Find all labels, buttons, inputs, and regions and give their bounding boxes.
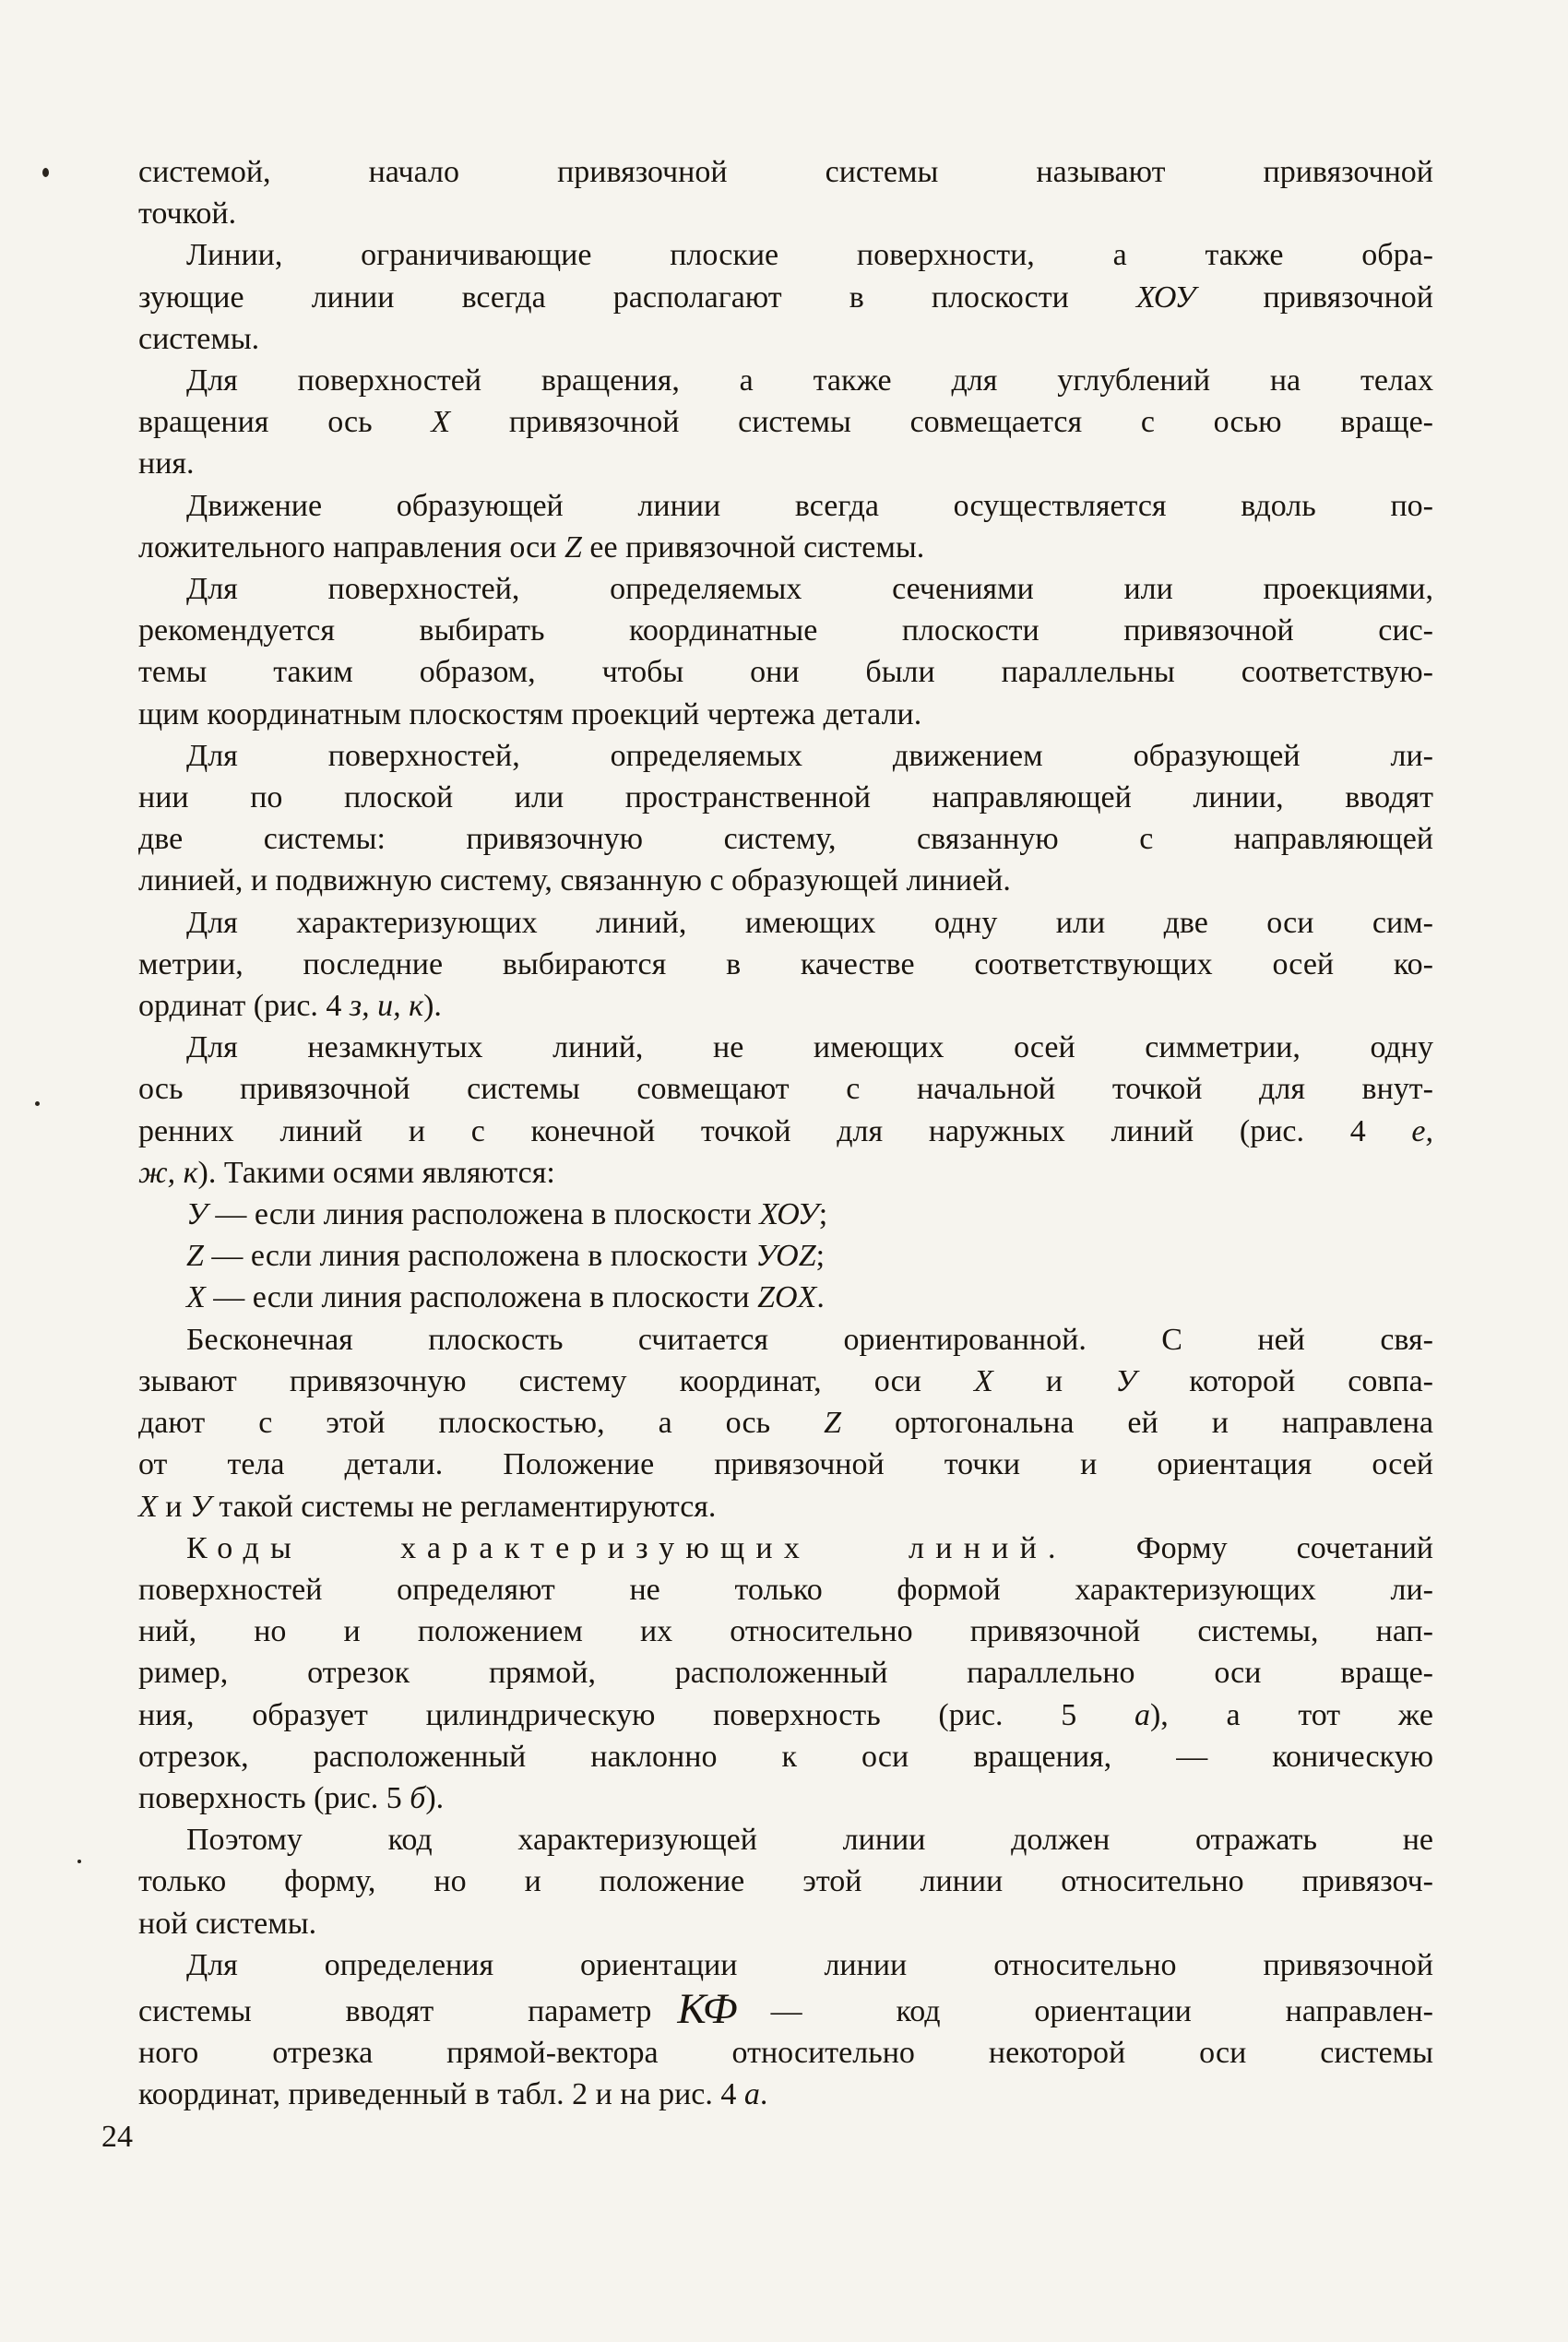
text-segment: Коды характеризующих линий. [186,1530,1067,1565]
text-segment: Z [824,1406,842,1441]
page-text [138,151,1433,2116]
text-segment: ; [815,1239,826,1274]
text-line [138,944,1433,985]
text-segment: ной системы. [138,1906,317,1941]
text-line [138,401,1433,443]
text-line [138,1486,1433,1528]
text-line [138,651,1433,693]
text-segment: щим координатным плоскостям проекций чертежа детали. [138,696,922,731]
text-line [138,485,1433,527]
text-segment: У [186,1197,208,1232]
scan-artifact [42,168,49,177]
text-segment: поверхность (рис. 5 [138,1780,410,1815]
text-segment: — если линия расположена в плоскости [207,1197,760,1232]
text-line [138,1361,1433,1402]
text-segment: поверхностей определяют не только формой характеризующих ли- [138,1572,1433,1607]
text-segment: две системы: привязочную систему, связанную с направляющей [138,822,1433,857]
text-segment: X [138,1489,158,1524]
text-segment: ее привязочной системы. [581,529,925,565]
text-segment: ния, образует цилиндрическую поверхность (рис. 5 [138,1697,1134,1732]
text-segment: а [1134,1697,1150,1732]
text-line [138,1068,1433,1110]
text-line [138,568,1433,610]
text-line [138,860,1433,901]
text-line [138,1235,1433,1277]
text-segment: Бесконечная плоскость считается ориентированной. С ней свя- [186,1322,1433,1357]
scan-artifact [35,1101,40,1106]
text-segment: линией, и подвижную систему, связанную с образующей линией. [138,863,1011,898]
text-segment: от тела детали. Положение привязочной точки и ориентация осей [138,1447,1433,1482]
text-segment: УОZ [755,1239,816,1274]
kf-parameter-symbol: КФ [677,1984,738,2033]
text-line [138,1194,1433,1235]
text-segment: ний, но и положением их относительно привязочной системы, нап- [138,1614,1433,1649]
page-number: 24 [101,2120,133,2154]
text-segment: привязочной системы совмещается с осью враще- [450,405,1434,440]
text-segment: — если линия расположена в плоскости [205,1280,758,1315]
text-segment: ), а тот же [1149,1697,1433,1732]
text-segment: ZOX [757,1280,817,1315]
text-line [138,777,1433,818]
text-segment: рекомендуется выбирать координатные плоскости привязочной сис- [138,613,1433,648]
text-segment: отрезок, расположенный наклонно к оси вращения, — коническую [138,1739,1433,1774]
text-line [138,1652,1433,1694]
text-line [138,2032,1433,2074]
text-segment: которой совпа- [1136,1363,1434,1398]
text-segment: Z [186,1239,204,1274]
text-line [138,735,1433,777]
text-segment: ). Такими осями являются: [197,1155,555,1190]
text-line [138,1528,1433,1569]
text-line [138,1611,1433,1652]
text-line [138,1777,1433,1819]
text-line [138,527,1433,568]
text-segment: зующие линии всегда располагают в плоскости [138,279,1136,315]
text-segment: и [157,1489,190,1524]
text-line [138,902,1433,944]
text-line [138,1319,1433,1361]
text-segment: метрии, последние выбираются в качестве соответствующих осей ко- [138,946,1433,981]
text-segment: У [189,1489,211,1524]
text-line [138,360,1433,401]
text-line [138,1986,1433,2032]
text-line [138,1402,1433,1444]
text-line [138,234,1433,276]
text-segment: ). [423,989,442,1024]
text-segment: Форму сочетаний [1066,1530,1433,1565]
text-segment: системой, начало привязочной системы называют привязочной [138,155,1433,189]
text-segment: X [974,1363,993,1398]
text-segment: У [1115,1363,1137,1398]
text-segment: только форму, но и положение этой линии относительно привязоч- [138,1864,1433,1899]
text-segment: — код ориентации направлен- [770,1993,1433,2028]
text-line [138,318,1433,360]
text-segment: ). [425,1780,445,1815]
text-segment: Z [564,529,582,565]
text-segment: ж, к [138,1155,198,1190]
text-segment: ример, отрезок прямой, расположенный параллельно оси враще- [138,1656,1433,1691]
text-line [138,1903,1433,1944]
text-line [138,1694,1433,1736]
text-segment: Для поверхностей, определяемых сечениями или проекциями, [186,572,1433,607]
text-segment: вращения ось [138,405,432,440]
text-line [138,151,1433,193]
text-line [138,443,1433,484]
text-segment: ось привязочной системы совмещают с начальной точкой для внут- [138,1072,1433,1107]
text-segment: дают с этой плоскостью, а ось [138,1406,825,1441]
text-segment: . [816,1280,825,1315]
text-segment: б [410,1780,426,1815]
text-line [138,1569,1433,1611]
text-segment: Движение образующей линии всегда осуществляется вдоль по- [186,488,1433,523]
text-segment: темы таким образом, чтобы они были параллельны соответствую- [138,655,1433,690]
text-segment: . [759,2077,768,2112]
text-segment: Для определения ориентации линии относительно привязочной [186,1947,1433,1982]
text-segment: X [431,405,451,440]
text-line [138,1944,1433,1986]
scan-artifact [77,1860,81,1863]
text-segment: ния. [138,446,195,481]
text-segment: Для характеризующих линий, имеющих одну или две оси сим- [186,905,1433,940]
text-segment: ортогональна ей и направлена [841,1406,1433,1441]
text-segment: X [186,1280,206,1315]
text-segment: ; [818,1197,828,1232]
text-line [138,1277,1433,1318]
text-segment: ХОУ [759,1197,819,1232]
text-segment: ложительного направления оси [138,529,564,565]
text-segment: системы вводят параметр [138,1993,652,2028]
text-segment: ординат (рис. 4 [138,989,350,1024]
text-line [138,1861,1433,1902]
text-segment: Для поверхностей вращения, а также для углублений на телах [186,363,1433,398]
text-line [138,818,1433,860]
text-line [138,193,1433,234]
text-line [138,1819,1433,1861]
text-segment: е, [1411,1113,1433,1148]
text-line [138,2074,1433,2115]
text-segment: нии по плоской или пространственной направляющей линии, вводят [138,780,1433,815]
text-segment: — если линия расположена в плоскости [203,1239,756,1274]
text-segment: ХОУ [1135,279,1196,315]
text-segment: а [743,2077,760,2112]
text-line [138,277,1433,318]
text-segment: точкой. [138,196,237,232]
text-segment: Для поверхностей, определяемых движением образующей ли- [186,738,1433,773]
text-line [138,1444,1433,1485]
text-segment: координат, приведенный в табл. 2 и на рис. 4 [138,2077,744,2112]
text-segment: системы. [138,321,260,356]
text-line [138,610,1433,651]
text-segment: такой системы не регламентируются. [210,1489,717,1524]
text-segment: Для незамкнутых линий, не имеющих осей симметрии, одну [186,1030,1433,1065]
text-line [138,1736,1433,1777]
text-segment: Линии, ограничивающие плоские поверхности, а также обра- [186,238,1433,273]
text-line [138,694,1433,735]
text-segment: ного отрезка прямой-вектора относительно некоторой оси системы [138,2036,1433,2071]
text-segment: з, и, к [349,989,424,1024]
text-line [138,985,1433,1027]
text-segment: Поэтому код характеризующей линии должен отражать не [186,1823,1433,1858]
text-segment: зывают привязочную систему координат, оси [138,1363,975,1398]
text-line [138,1152,1433,1194]
text-line [138,1111,1433,1152]
text-line [138,1027,1433,1068]
text-segment: ренних линий и с конечной точкой для наружных линий (рис. 4 [138,1113,1412,1148]
text-segment: и [992,1363,1116,1398]
text-segment: привязочной [1195,279,1433,315]
